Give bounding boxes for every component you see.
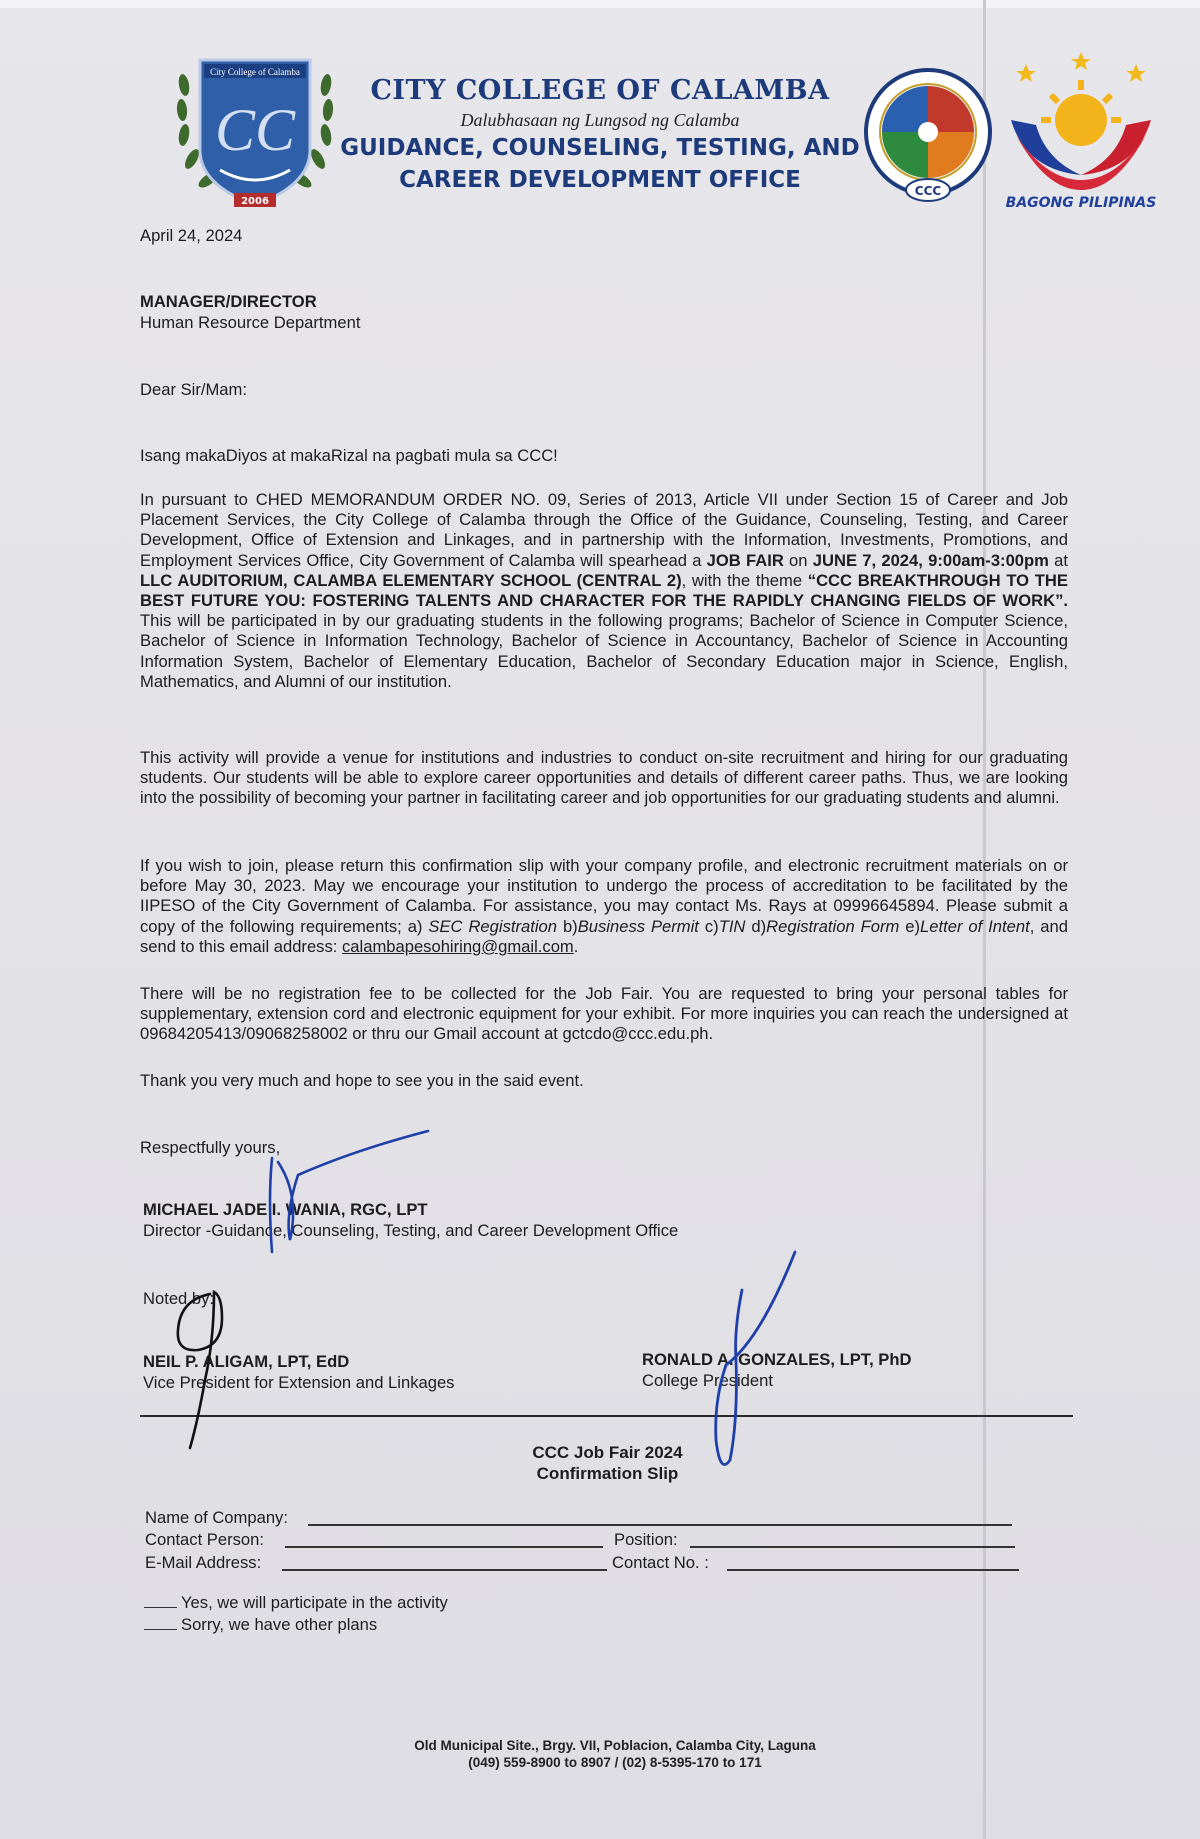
svg-text:CCC: CCC — [914, 184, 942, 198]
letter-date: April 24, 2024 — [140, 226, 243, 245]
email-address-field[interactable] — [282, 1569, 607, 1571]
salutation: Dear Sir/Mam: — [140, 380, 247, 399]
president-name: RONALD A. GONZALES, LPT, PhD — [642, 1350, 912, 1369]
svg-text:CC: CC — [214, 97, 296, 163]
paragraph-purpose: This activity will provide a venue for institutions and industries to conduct on-site recruitment and hiring for our graduating students. Our students will be able to explore career opportunities and details of different career paths. Thus, we are looking into the possibility of becoming your partner in facilitating career and job opportunities for our graduating students and alumni. — [140, 748, 1068, 808]
paragraph-event-details: In pursuant to CHED MEMORANDUM ORDER NO. 09, Series of 2013, Article VII under Section 15 of Career and Job Placement Services, the City College of Calamba through the Office of the Guidance, Counseling, Testing, and Career Development, Office of Extension and Linkages, and in partnership with the Information, Investments, Promotions, and Employment Services Office, City Government of Calamba will spearhead a JOB FAIR on JUNE 7, 2024, 9:00am-3:00pm at LLC AUDITORIUM, CALAMBA ELEMENTARY SCHOOL (CENTRAL 2), with the theme “CCC BREAKTHROUGH TO THE BEST FUTURE YOU: FOSTERING TALENTS AND CHARACTER FOR THE RAPIDLY CHANGING FIELDS OF WORK”. This will be participated in by our graduating students in the following programs; Bachelor of Science in Computer Science, Bachelor of Science in Information Technology, Bachelor of Science in Accountancy, Bachelor of Science in Accounting Information System, Bachelor of Elementary Education, Bachelor of Secondary Education major in Science, English, Mathematics, and Alumni of our institution. — [140, 490, 1068, 691]
contact-number-label: Contact No. : — [612, 1553, 709, 1572]
gctcdo-seal-icon — [862, 62, 994, 212]
email-link[interactable]: calambapesohiring@gmail.com — [342, 936, 574, 956]
closing: Respectfully yours, — [140, 1138, 281, 1157]
paragraph-requirements: If you wish to join, please return this confirmation slip with your company profile, and electronic recruitment materials on or before May 30, 2023. May we encourage your institution to undergo the process of accreditation to be facilitated by the IIPESO of the City Government of Calamba. For assistance, you may contact Ms. Rays at 09996645894. Please submit a copy of the following requirements; a) SEC Registration b)Business Permit c)TIN d)Registration Form e)Letter of Intent, and send to this email address: calambapesohiring@gmail.com. — [140, 856, 1068, 956]
institution-tagline: Dalubhasaan ng Lungsod ng Calamba — [460, 110, 740, 130]
option-yes-checkbox[interactable] — [144, 1593, 177, 1608]
company-label: Name of Company: — [145, 1508, 288, 1527]
signer-name: MICHAEL JADE I. WANIA, RGC, LPT — [143, 1200, 428, 1219]
bagong-pilipinas-logo-icon — [1006, 50, 1156, 210]
option-no-checkbox[interactable] — [144, 1615, 177, 1630]
paragraph-notes: There will be no registration fee to be collected for the Job Fair. You are requested to bring your personal tables for supplementary, extension cord and electronic equipment for your exhibit. For more inquiries you can reach the undersigned at 09684205413/09068258002 or thru our Gmail account at gctcdo@ccc.edu.ph. — [140, 984, 1068, 1044]
contact-person-label: Contact Person: — [145, 1530, 264, 1549]
footer-address: Old Municipal Site., Brgy. VII, Poblacion, Calamba City, Laguna (049) 559-8900 to 8907 / (02) 8-5395-170 to 171 — [414, 1738, 816, 1770]
confirmation-slip-title: CCC Job Fair 2024 Confirmation Slip — [532, 1443, 683, 1483]
contact-person-field[interactable] — [285, 1546, 603, 1548]
president-title: College President — [642, 1371, 773, 1390]
recipient-department: Human Resource Department — [140, 313, 361, 332]
position-label: Position: — [614, 1530, 678, 1549]
vp-name: NEIL P. ALIGAM, LPT, EdD — [143, 1352, 350, 1371]
institution-name: CITY COLLEGE OF CALAMBA — [370, 75, 830, 106]
svg-text:City College of Calamba: City College of Calamba — [210, 67, 300, 77]
greeting: Isang makaDiyos at makaRizal na pagbati mula sa CCC! — [140, 446, 558, 465]
office-name-line1: GUIDANCE, COUNSELING, TESTING, AND — [340, 135, 860, 161]
svg-text:BAGONG PILIPINAS: BAGONG PILIPINAS — [1006, 195, 1156, 210]
office-name-line2: CAREER DEVELOPMENT OFFICE — [399, 167, 801, 193]
email-address-label: E-Mail Address: — [145, 1553, 262, 1572]
closing-thanks: Thank you very much and hope to see you in the said event. — [140, 1071, 584, 1090]
company-field[interactable] — [308, 1524, 1012, 1526]
ccc-seal-icon — [170, 55, 340, 215]
contact-number-field[interactable] — [727, 1569, 1019, 1571]
recipient-title: MANAGER/DIRECTOR — [140, 292, 317, 311]
position-field[interactable] — [690, 1546, 1015, 1548]
noted-by-label: Noted by: — [143, 1289, 215, 1308]
option-no: Sorry, we have other plans — [144, 1615, 377, 1635]
paper-edge — [0, 0, 1200, 8]
svg-text:2006: 2006 — [241, 196, 269, 207]
slip-divider — [140, 1415, 1073, 1417]
option-yes: Yes, we will participate in the activity — [144, 1593, 448, 1613]
signer-title: Director -Guidance, Counseling, Testing, and Career Development Office — [143, 1221, 679, 1240]
letterhead — [330, 75, 870, 195]
vp-title: Vice President for Extension and Linkages — [143, 1373, 455, 1392]
